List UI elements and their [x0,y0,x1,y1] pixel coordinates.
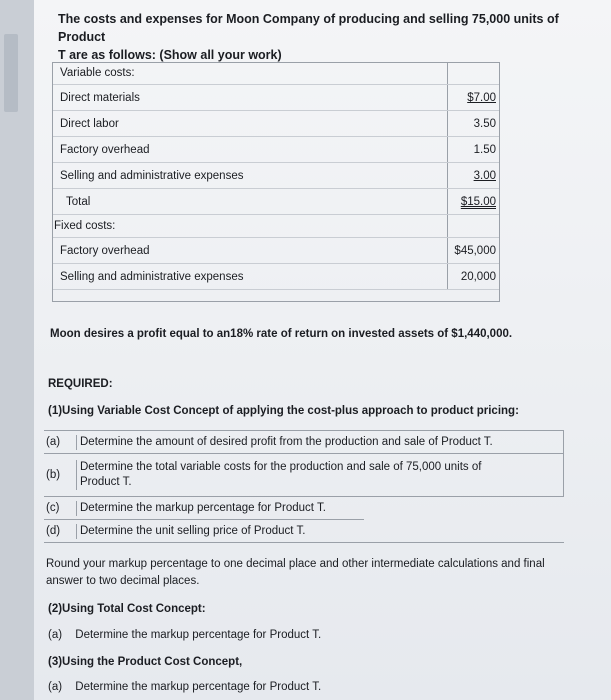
row-label: Direct materials [52,85,448,111]
part1-heading: (1)Using Variable Cost Concept of applying the cost-plus approach to product pricing: [48,405,519,417]
fixed-costs-header: Fixed costs: [52,215,448,238]
item-text: Determine the markup percentage for Product T. [76,501,364,516]
item-text: Determine the total variable costs for the production and sale of 75,000 units of [80,461,482,473]
part2-item [48,627,321,644]
variable-costs-header: Variable costs: [52,62,448,85]
row-amount: 1.50 [448,137,501,163]
required-heading: REQUIRED: [48,378,113,390]
rounding-note [46,556,606,590]
problem-title [58,10,603,64]
row-amount: 3.50 [448,111,501,137]
part3-item [48,679,321,696]
title-line-2: T are as follows: (Show all your work) [58,48,282,62]
row-amount: 3.00 [448,163,501,189]
requirement-item [44,497,364,520]
item-key: (a) [46,435,61,448]
row-amount: 20,000 [448,264,501,290]
item-text: Determine the markup percentage for Product T. [75,629,322,641]
row-label: Selling and administrative expenses [52,264,448,290]
row-label: Selling and administrative expenses [52,163,448,189]
part1-requirements [44,430,564,543]
row-label: Factory overhead [52,137,448,163]
item-key: (a) [48,629,63,641]
item-key: (d) [46,524,61,537]
item-key: (b) [46,468,61,481]
rounding-note-line-1: Round your markup percentage to one decimal place and other intermediate calculations and final [46,558,545,570]
requirement-item [44,431,564,454]
rounding-note-line-2: answer to two decimal places. [46,575,200,587]
cost-table [52,62,500,290]
item-text: Determine the markup percentage for Product T. [75,681,322,693]
total-amount: $15.00 [448,189,501,215]
title-line-1: The costs and expenses for Moon Company of producing and selling 75,000 units of Product [58,12,559,44]
total-label: Total [52,189,448,215]
item-text: Determine the unit selling price of Product T. [76,524,564,539]
item-key: (a) [48,681,63,693]
row-amount: $7.00 [448,85,501,111]
requirement-item [44,454,564,497]
part2-heading: (2)Using Total Cost Concept: [48,603,206,615]
item-text-cont: Product T. [80,476,132,488]
requirement-item [44,520,564,543]
row-amount: $45,000 [448,238,501,264]
part3-heading: (3)Using the Product Cost Concept, [48,656,243,668]
item-text: Determine the amount of desired profit from the production and sale of Product T. [76,435,563,450]
row-label: Factory overhead [52,238,448,264]
profit-statement: Moon desires a profit equal to an18% rate of return on invested assets of $1,440,000. [50,328,513,340]
edge-tab [4,34,18,112]
left-edge-strip [0,0,34,700]
item-key: (c) [46,501,60,514]
row-label: Direct labor [52,111,448,137]
